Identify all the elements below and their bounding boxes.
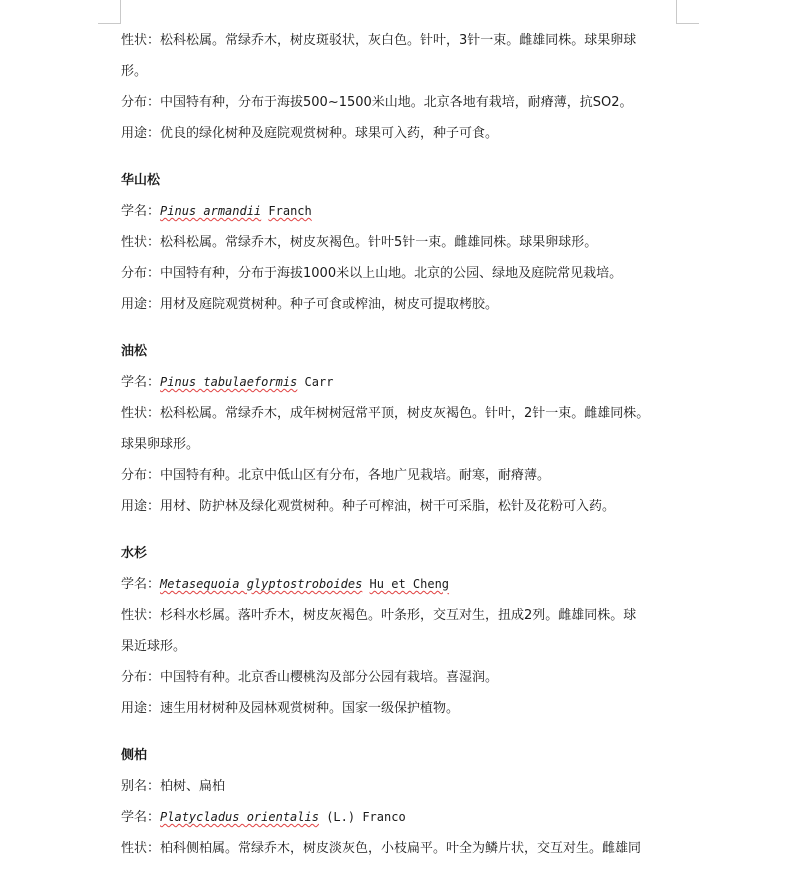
document-body[interactable] [121, 0, 686, 864]
scientific-name-line [121, 196, 686, 227]
traits-line-continued: 果近球形。 [121, 639, 187, 654]
species-heading-huashansong: 华山松 [121, 173, 161, 188]
scientific-name-label: 学名： [121, 810, 161, 825]
distribution-line: 分布：中国特有种。北京中低山区有分布，各地广见栽培。耐寒，耐瘠薄。 [121, 468, 551, 483]
distribution-line: 分布：中国特有种，分布于海拔500~1500米山地。北京各地有栽培，耐瘠薄，抗SO2。 [121, 95, 633, 110]
traits-line: 性状：松科松属。常绿乔木，树皮斑驳状，灰白色。针叶，3针一束。雌雄同株。球果卵球 [121, 33, 637, 48]
traits-line-continued: 球果卵球形。 [121, 437, 200, 452]
scientific-name-author: Hu et Cheng [369, 577, 450, 591]
scientific-name-binomial: Pinus armandii [160, 204, 262, 218]
scientific-name-label: 学名： [121, 204, 161, 219]
alias-line: 别名：柏树、扁柏 [121, 779, 226, 794]
species-heading-cebai: 侧柏 [121, 748, 148, 763]
scientific-name-binomial: Pinus tabulaeformis [160, 375, 298, 389]
traits-line: 性状：松科松属。常绿乔木，成年树树冠常平顶，树皮灰褐色。针叶，2针一束。雌雄同株。 [121, 406, 650, 421]
use-line: 用途：用材、防护林及绿化观赏树种。种子可榨油，树干可采脂，松针及花粉可入药。 [121, 499, 616, 514]
distribution-line: 分布：中国特有种，分布于海拔1000米以上山地。北京的公园、绿地及庭院常见栽培。 [121, 266, 623, 281]
traits-line: 性状：松科松属。常绿乔木，树皮灰褐色。针叶5针一束。雌雄同株。球果卵球形。 [121, 235, 598, 250]
use-line: 用途：用材及庭院观赏树种。种子可食或榨油，树皮可提取栲胶。 [121, 297, 499, 312]
scientific-name-binomial: Metasequoia glyptostroboides [160, 577, 363, 591]
scientific-name-label: 学名： [121, 577, 161, 592]
distribution-line: 分布：中国特有种。北京香山樱桃沟及部分公园有栽培。喜湿润。 [121, 670, 499, 685]
species-heading-yousong: 油松 [121, 344, 148, 359]
scientific-name-author: Carr [304, 375, 334, 389]
scientific-name-line [121, 802, 686, 833]
scientific-name-line [121, 569, 686, 600]
scientific-name-author: Franch [268, 204, 312, 218]
scientific-name-author: (L.) Franco [326, 810, 406, 824]
traits-line: 性状：柏科侧柏属。常绿乔木，树皮淡灰色，小枝扁平。叶全为鳞片状，交互对生。雌雄同 [121, 841, 642, 856]
crop-mark-left-horizontal [98, 23, 121, 24]
traits-line: 性状：杉科水杉属。落叶乔木，树皮灰褐色。叶条形，交互对生，扭成2列。雌雄同株。球 [121, 608, 637, 623]
scientific-name-binomial: Platycladus orientalis [160, 810, 319, 824]
scientific-name-label: 学名： [121, 375, 161, 390]
species-heading-shuishan: 水杉 [121, 546, 148, 561]
traits-line-continued: 形。 [121, 64, 148, 79]
scientific-name-line [121, 367, 686, 398]
use-line: 用途：速生用材树种及园林观赏树种。国家一级保护植物。 [121, 701, 460, 716]
use-line: 用途：优良的绿化树种及庭院观赏树种。球果可入药，种子可食。 [121, 126, 499, 141]
